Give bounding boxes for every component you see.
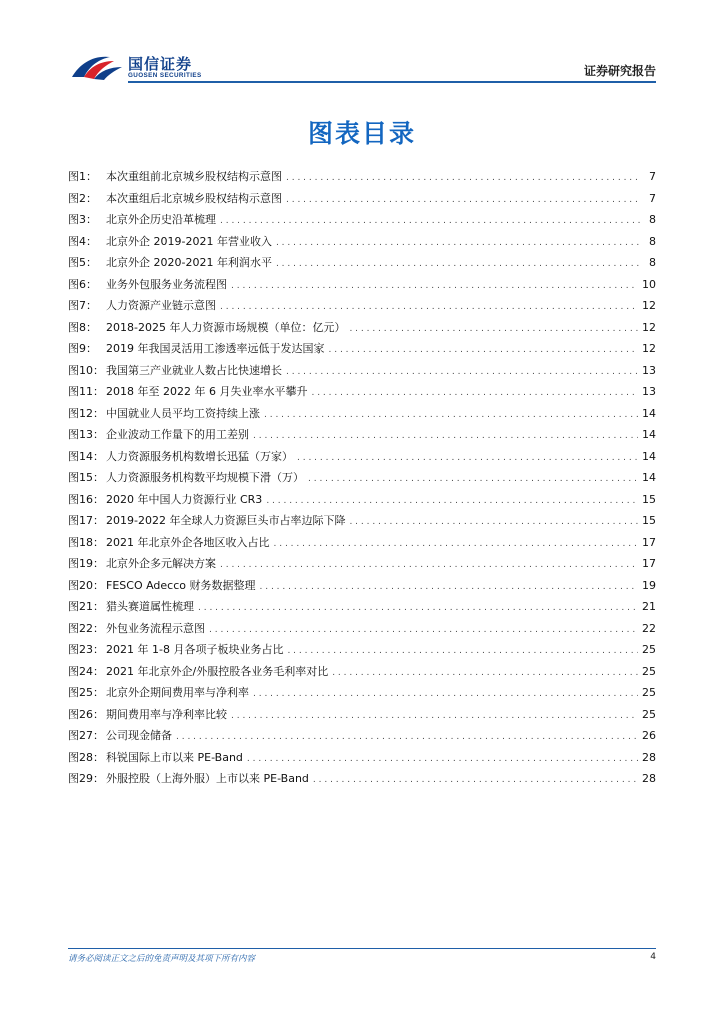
toc-entry[interactable] bbox=[68, 426, 656, 448]
toc-entry[interactable] bbox=[68, 469, 656, 491]
toc-entry-title: 人力资源产业链示意图 bbox=[106, 299, 216, 312]
toc-entry[interactable] bbox=[68, 254, 656, 276]
toc-entry-title: 2018 年至 2022 年 6 月失业率水平攀升 bbox=[106, 385, 308, 398]
toc-entry-page: 10 bbox=[642, 277, 656, 291]
toc-entry-leader-dots bbox=[220, 560, 638, 570]
footer-divider bbox=[68, 948, 656, 949]
toc-entry-page: 7 bbox=[649, 170, 656, 183]
toc-entry-number: 图20： bbox=[68, 578, 104, 592]
logo-chinese-name: 国信证券 bbox=[128, 55, 193, 73]
toc-entry[interactable] bbox=[68, 512, 656, 534]
toc-entry-page: 19 bbox=[642, 578, 656, 592]
toc-entry-title: 北京外企期间费用率与净利率 bbox=[106, 686, 249, 699]
toc-entry-page: 12 bbox=[642, 299, 656, 312]
toc-entry-number: 图13： bbox=[68, 428, 104, 441]
toc-entry[interactable] bbox=[68, 190, 656, 212]
toc-entry-leader-dots bbox=[286, 173, 640, 183]
page-header bbox=[68, 50, 656, 84]
toc-entry-title: 2020 年中国人力资源行业 CR3 bbox=[106, 492, 263, 506]
toc-entry-title: 科锐国际上市以来 PE-Band bbox=[106, 750, 243, 764]
toc-entry-page: 28 bbox=[642, 750, 656, 764]
header-divider bbox=[128, 81, 656, 83]
toc-entry-page: 13 bbox=[642, 363, 656, 377]
toc-entry-page: 17 bbox=[642, 557, 656, 570]
toc-entry-title: 本次重组后北京城乡股权结构示意图 bbox=[106, 191, 282, 205]
page-title: 图表目录 bbox=[307, 119, 416, 148]
toc-entry-title: 外服控股（上海外服）上市以来 PE-Band bbox=[106, 772, 309, 785]
toc-entry-page: 22 bbox=[642, 621, 656, 635]
toc-entry-page: 25 bbox=[642, 686, 656, 699]
toc-entry-page: 14 bbox=[642, 471, 656, 484]
toc-entry-page: 25 bbox=[642, 643, 656, 656]
toc-entry-title: 2019-2022 年全球人力资源巨头市占率边际下降 bbox=[106, 514, 346, 527]
toc-entry-title: 人力资源服务机构数平均规模下滑（万） bbox=[106, 471, 304, 484]
toc-entry-title: 期间费用率与净利率比较 bbox=[106, 707, 227, 721]
toc-entry-leader-dots bbox=[329, 345, 639, 355]
toc-entry[interactable] bbox=[68, 362, 656, 384]
toc-entry-page: 12 bbox=[642, 342, 656, 355]
toc-entry-number: 图6： bbox=[68, 277, 97, 291]
toc-entry-leader-dots bbox=[176, 732, 638, 742]
toc-entry[interactable] bbox=[68, 598, 656, 620]
toc-entry-page: 17 bbox=[642, 535, 656, 549]
toc-entry-page: 28 bbox=[642, 772, 656, 785]
toc-entry-number: 图9： bbox=[68, 342, 97, 355]
toc-entry-leader-dots bbox=[286, 195, 640, 205]
toc-entry-number: 图17： bbox=[68, 514, 104, 527]
toc-entry-page: 7 bbox=[649, 191, 656, 205]
toc-entry-number: 图12： bbox=[68, 406, 104, 420]
toc-entry-leader-dots bbox=[276, 238, 640, 248]
toc-entry-title: 2019 年我国灵活用工渗透率远低于发达国家 bbox=[106, 342, 325, 355]
toc-entry-number: 图14： bbox=[68, 449, 104, 463]
toc-entry[interactable] bbox=[68, 770, 656, 792]
toc-entry[interactable] bbox=[68, 297, 656, 319]
footer-disclaimer: 请务必阅读正文之后的免责声明及其项下所有内容 bbox=[68, 954, 256, 964]
toc-entry-page: 26 bbox=[642, 729, 656, 742]
toc-entry-page: 13 bbox=[642, 385, 656, 398]
logo-english-name: GUOSEN SECURITIES bbox=[128, 72, 202, 79]
toc-entry-number: 图11： bbox=[68, 385, 104, 398]
toc-entry-number: 图19： bbox=[68, 557, 104, 570]
toc-entry-title: 我国第三产业就业人数占比快速增长 bbox=[106, 363, 282, 377]
toc-entry[interactable] bbox=[68, 383, 656, 405]
toc-entry-leader-dots bbox=[220, 216, 640, 226]
toc-entry[interactable] bbox=[68, 211, 656, 233]
toc-entry-leader-dots bbox=[308, 474, 638, 484]
toc-entry-number: 图1： bbox=[68, 170, 97, 183]
toc-entry-page: 25 bbox=[642, 707, 656, 721]
toc-entry-title: 2018-2025 年人力资源市场规模（单位：亿元） bbox=[106, 320, 346, 334]
toc-entry[interactable] bbox=[68, 620, 656, 642]
toc-entry-title: 公司现金储备 bbox=[106, 729, 172, 742]
toc-entry-leader-dots bbox=[286, 367, 638, 377]
toc-entry-leader-dots bbox=[220, 302, 638, 312]
toc-entry-leader-dots bbox=[311, 388, 638, 398]
toc-entry-title: 北京外企 2020-2021 年利润水平 bbox=[106, 256, 272, 269]
toc-entry-leader-dots bbox=[247, 754, 638, 764]
toc-entry-page: 14 bbox=[642, 428, 656, 441]
toc-entry-leader-dots bbox=[274, 539, 639, 549]
toc-entry-number: 图16： bbox=[68, 492, 104, 506]
toc-entry-leader-dots bbox=[349, 517, 638, 527]
toc-entry-page: 14 bbox=[642, 449, 656, 463]
toc-entry-number: 图10： bbox=[68, 363, 104, 377]
toc-entry-title: 中国就业人员平均工资持续上涨 bbox=[106, 406, 260, 420]
toc-entry-page: 8 bbox=[649, 234, 656, 248]
toc-entry-page: 8 bbox=[649, 256, 656, 269]
toc-entry-number: 图7： bbox=[68, 299, 97, 312]
toc-entry-page: 25 bbox=[642, 664, 656, 678]
guosen-logo-mark-icon bbox=[70, 53, 124, 81]
toc-entry-number: 图23： bbox=[68, 643, 104, 656]
toc-entry-title: 2021 年北京外企各地区收入占比 bbox=[106, 535, 270, 549]
toc-entry[interactable] bbox=[68, 641, 656, 663]
toc-entry-number: 图28： bbox=[68, 750, 104, 764]
toc-entry-title: 本次重组前北京城乡股权结构示意图 bbox=[106, 170, 282, 183]
toc-entry[interactable] bbox=[68, 448, 656, 470]
toc-entry-number: 图27： bbox=[68, 729, 104, 742]
toc-entry[interactable] bbox=[68, 663, 656, 685]
toc-entry[interactable] bbox=[68, 168, 656, 190]
toc-entry-number: 图2： bbox=[68, 191, 97, 205]
toc-entry-number: 图15： bbox=[68, 471, 104, 484]
toc-entry[interactable] bbox=[68, 749, 656, 771]
guosen-logo bbox=[68, 50, 208, 84]
toc-entry-leader-dots bbox=[266, 496, 638, 506]
page-number: 4 bbox=[650, 952, 656, 962]
toc-entry-leader-dots bbox=[264, 410, 638, 420]
toc-entry-leader-dots bbox=[349, 324, 638, 334]
toc-entry-page: 14 bbox=[642, 406, 656, 420]
toc-entry-page: 15 bbox=[642, 514, 656, 527]
toc-entry-leader-dots bbox=[253, 689, 638, 699]
toc-entry[interactable] bbox=[68, 491, 656, 513]
toc-entry[interactable] bbox=[68, 706, 656, 728]
toc-entry-leader-dots bbox=[297, 453, 638, 463]
toc-entry-title: 北京外企多元解决方案 bbox=[106, 557, 216, 570]
toc-entry-leader-dots bbox=[260, 582, 639, 592]
toc-entry-number: 图21： bbox=[68, 600, 104, 613]
report-type-label: 证券研究报告 bbox=[583, 64, 656, 78]
toc-entry-title: 北京外企历史沿革梳理 bbox=[106, 213, 216, 226]
toc-entry-number: 图24： bbox=[68, 664, 104, 678]
toc-entry-number: 图25： bbox=[68, 686, 104, 699]
toc-entry[interactable] bbox=[68, 319, 656, 341]
toc-entry-leader-dots bbox=[313, 775, 638, 785]
toc-entry-leader-dots bbox=[253, 431, 638, 441]
toc-entry[interactable] bbox=[68, 405, 656, 427]
toc-entry-number: 图26： bbox=[68, 707, 104, 721]
toc-entry-page: 8 bbox=[649, 213, 656, 226]
toc-entry-leader-dots bbox=[209, 625, 638, 635]
toc-entry[interactable] bbox=[68, 233, 656, 255]
toc-entry-number: 图22： bbox=[68, 621, 104, 635]
toc-entry-page: 12 bbox=[642, 320, 656, 334]
toc-entry-number: 图18： bbox=[68, 535, 104, 549]
toc-entry-title: 外包业务流程示意图 bbox=[106, 621, 205, 635]
toc-entry-title: 业务外包服务业务流程图 bbox=[106, 277, 227, 291]
toc-entry-title: 2021 年 1-8 月各项子板块业务占比 bbox=[106, 643, 284, 656]
toc-entry-leader-dots bbox=[231, 711, 638, 721]
toc-entry-title: 猎头赛道属性梳理 bbox=[106, 600, 194, 613]
toc-entry[interactable] bbox=[68, 577, 656, 599]
table-of-figures bbox=[68, 168, 656, 792]
toc-entry-title: 北京外企 2019-2021 年营业收入 bbox=[106, 234, 272, 248]
toc-entry-title: 2021 年北京外企/外服控股各业务毛利率对比 bbox=[106, 664, 329, 678]
toc-entry-title: 人力资源服务机构数增长迅猛（万家） bbox=[106, 449, 293, 463]
toc-entry-page: 15 bbox=[642, 492, 656, 506]
toc-entry-number: 图8： bbox=[68, 320, 97, 334]
toc-entry-number: 图29： bbox=[68, 772, 104, 785]
toc-entry-leader-dots bbox=[332, 668, 638, 678]
toc-entry-title: 企业波动工作量下的用工差别 bbox=[106, 428, 249, 441]
toc-entry[interactable] bbox=[68, 684, 656, 706]
toc-entry-leader-dots bbox=[276, 259, 640, 269]
toc-entry[interactable] bbox=[68, 727, 656, 749]
toc-entry-page: 21 bbox=[642, 600, 656, 613]
toc-entry[interactable] bbox=[68, 534, 656, 556]
toc-entry[interactable] bbox=[68, 276, 656, 298]
toc-entry-number: 图5： bbox=[68, 256, 97, 269]
toc-entry-leader-dots bbox=[231, 281, 638, 291]
toc-entry[interactable] bbox=[68, 340, 656, 362]
toc-entry-leader-dots bbox=[287, 646, 638, 656]
toc-entry-number: 图4： bbox=[68, 234, 97, 248]
toc-entry-title: FESCO Adecco 财务数据整理 bbox=[106, 578, 256, 592]
toc-entry-leader-dots bbox=[198, 603, 638, 613]
toc-entry-number: 图3： bbox=[68, 213, 97, 226]
toc-entry[interactable] bbox=[68, 555, 656, 577]
